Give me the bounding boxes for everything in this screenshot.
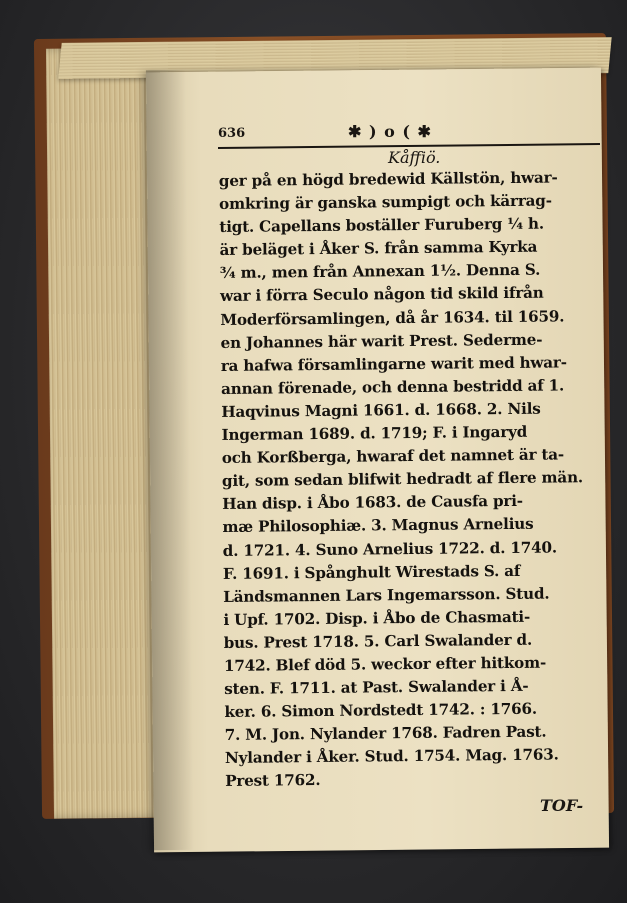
text-line: d. 1721. 4. Suno Arnelius 1722. d. 1740. [222, 537, 557, 560]
text-line: ¾ m., men från Annexan 1½. Denna S. [219, 261, 541, 283]
text-line: git, som sedan blifwit hedradt af flere män. [221, 468, 584, 491]
text-line: omkring är ganska sumpigt och kärrag- [219, 191, 552, 214]
text-line: F. 1691. i Spånghult Wirestads S. af [222, 561, 521, 583]
text-line: Haqvinus Magni 1661. d. 1668. 2. Nils [221, 399, 541, 421]
text-line: Moderförsamlingen, då år 1634. til 1659. [220, 306, 565, 329]
text-line: en Johannes här warit Prest. Sederme- [220, 330, 543, 352]
running-head: Kåffiö. [388, 148, 441, 167]
text-line: ker. 6. Simon Nordstedt 1742. : 1766. [224, 699, 537, 722]
text-line: 1742. Blef död 5. weckor efter hitkom- [223, 653, 547, 675]
text-line: bus. Prest 1718. 5. Carl Swalander d. [223, 630, 533, 652]
text-line: Han disp. i Åbo 1683. de Causfa pri- [222, 492, 523, 514]
text-line: Prest 1762. [225, 771, 321, 791]
body-text [219, 166, 606, 793]
text-line: Ländsmannen Lars Ingemarsson. Stud. [223, 584, 550, 606]
text-line: Nylander i Åker. Stud. 1754. Mag. 1763. [224, 745, 559, 768]
text-line: Ingerman 1689. d. 1719; F. i Ingaryd [221, 422, 528, 445]
page-number: 636 [218, 126, 246, 141]
text-line: i Upf. 1702. Disp. i Åbo de Chasmati- [223, 607, 531, 629]
text-line: annan förenade, och denna bestridd af 1. [220, 376, 565, 398]
text-line: sten. F. 1711. at Past. Swalander i Å- [224, 676, 529, 699]
text-line: tigt. Capellans boställer Furuberg ¼ h. [219, 214, 544, 237]
text-line: ra hafwa församlingarne warit med hwar- [220, 353, 567, 375]
catchword: TOF- [540, 796, 584, 815]
text-line: och Korßberga, hwaraf det namnet är ta- [221, 445, 565, 468]
header-ornament: ✱ ) o ( ✱ [348, 122, 432, 141]
text-line: 7. M. Jon. Nylander 1768. Fadren Past. [224, 722, 547, 745]
text-line: ger på en högd bredewid Källstön, hwar- [218, 168, 558, 191]
page-header [218, 122, 598, 146]
text-line: är beläget i Åker S. från samma Kyrka [219, 237, 538, 260]
text-line: war i förra Seculo någon tid skild ifrån [219, 284, 544, 306]
gutter-shadow [146, 70, 194, 850]
text-line: mæ Philosophiæ. 3. Magnus Arnelius [222, 515, 534, 537]
